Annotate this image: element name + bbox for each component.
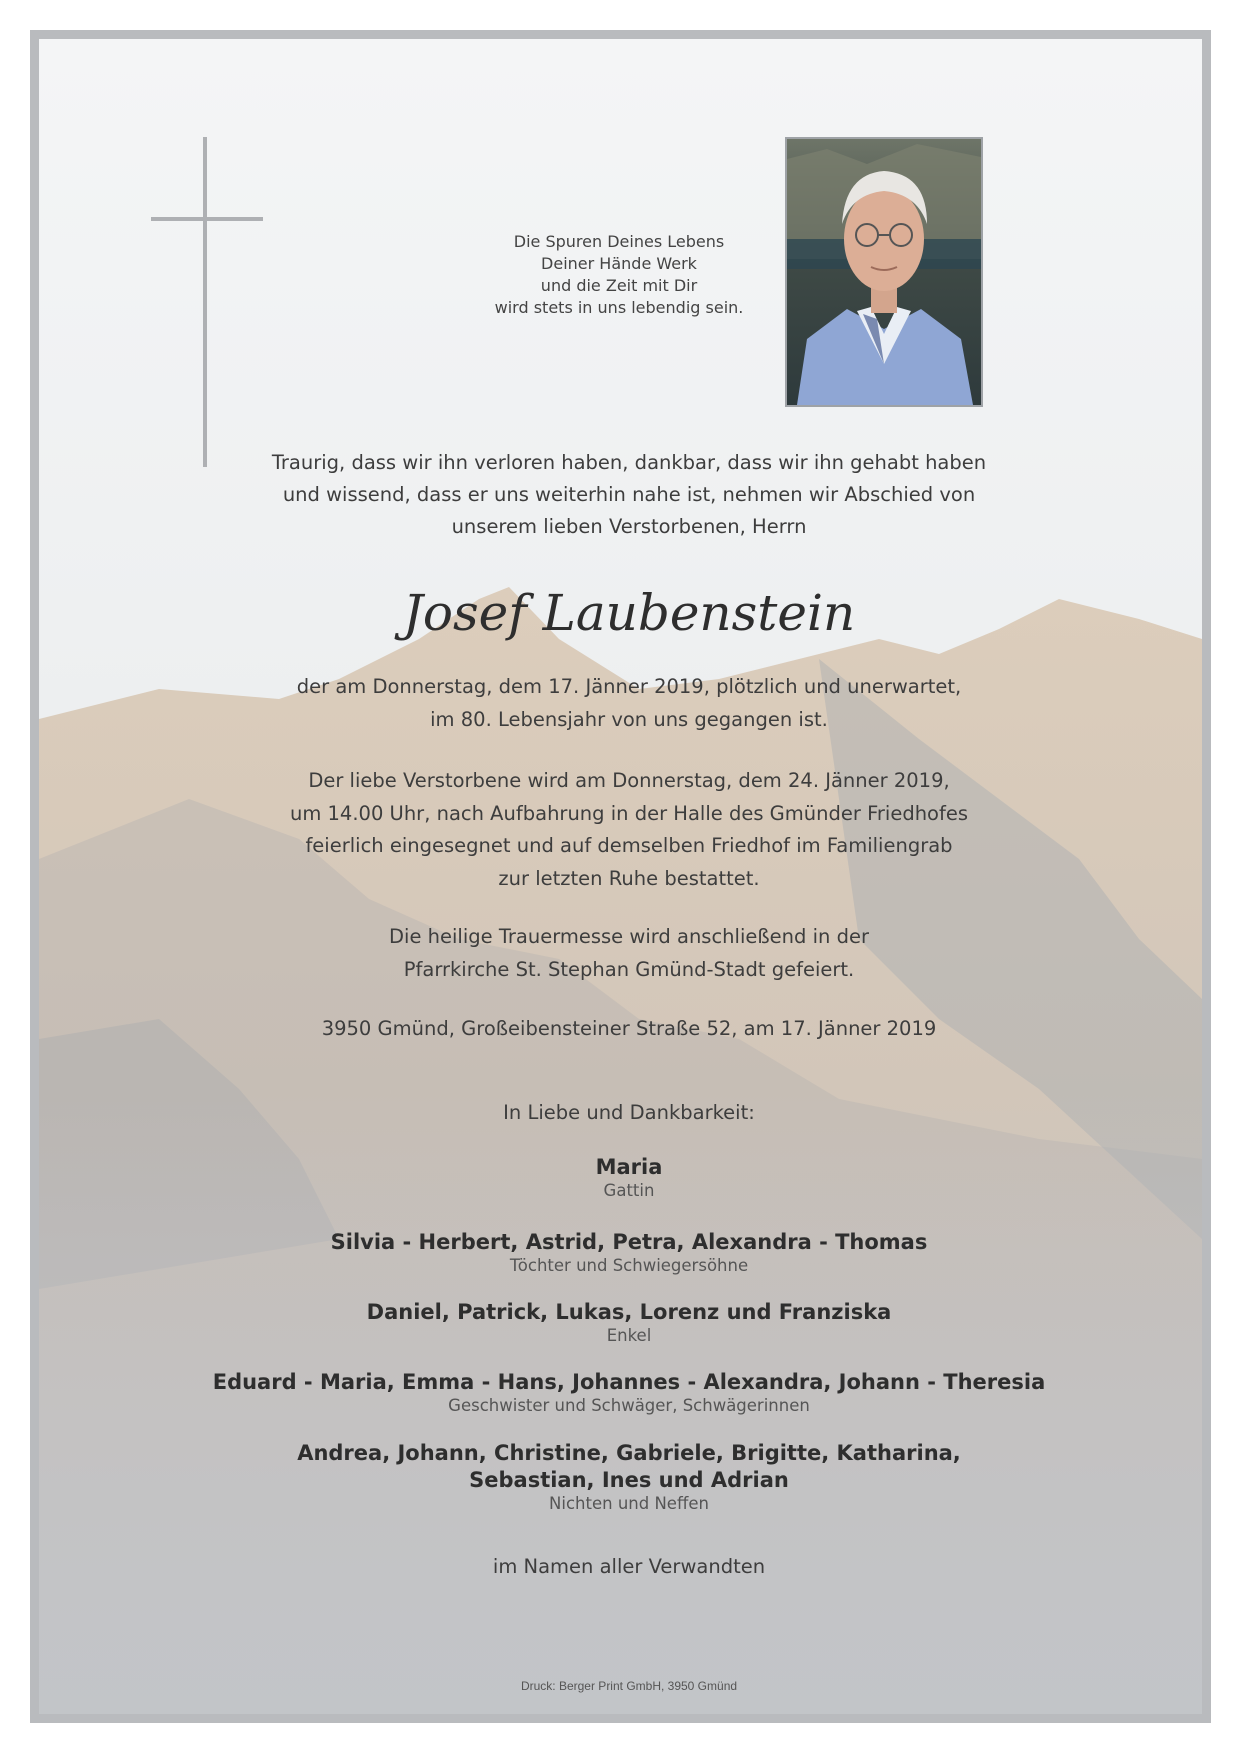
cross-icon-bar xyxy=(151,217,263,221)
funeral-line: Der liebe Verstorbene wird am Donnerstag, dem 24. Jänner 2019, xyxy=(308,769,950,792)
mass-details xyxy=(189,921,1069,986)
death-notice xyxy=(189,671,1069,736)
intro-line: Traurig, dass wir ihn verloren haben, dankbar, dass wir ihn gehabt haben xyxy=(271,451,987,474)
print-note: Druck: Berger Print GmbH, 3950 Gmünd xyxy=(520,1679,738,1693)
family-group-role: Geschwister und Schwäger, Schwägerinnen xyxy=(448,1396,810,1415)
mass-line: Pfarrkirche St. Stephan Gmünd-Stadt gefeiert. xyxy=(403,957,855,981)
family-group-names: Andrea, Johann, Christine, Gabriele, Brigitte, Katharina, xyxy=(297,1441,961,1465)
mass-line: Die heilige Trauermesse wird anschließend in der xyxy=(389,925,869,948)
quote-line: und die Zeit mit Dir xyxy=(540,276,698,295)
deceased-name: Josef Laubenstein xyxy=(402,584,856,642)
parte-frame xyxy=(30,30,1211,1723)
closing-line: im Namen aller Verwandten xyxy=(492,1555,766,1578)
cross-icon xyxy=(203,137,207,467)
quote-line: Deiner Hände Werk xyxy=(541,254,697,273)
portrait-photo xyxy=(785,137,983,407)
family-group-names: Maria xyxy=(595,1155,663,1179)
family-group-names: Daniel, Patrick, Lukas, Lorenz und Franziska xyxy=(366,1300,892,1324)
family-group-role: Töchter und Schwiegersöhne xyxy=(509,1256,749,1275)
family-group-role: Enkel xyxy=(606,1326,652,1345)
quote-line: wird stets in uns lebendig sein. xyxy=(494,298,744,317)
death-line: der am Donnerstag, dem 17. Jänner 2019, plötzlich und unerwartet, xyxy=(296,675,962,698)
funeral-line: feierlich eingesegnet und auf demselben Friedhof im Familiengrab xyxy=(305,834,953,857)
funeral-line: zur letzten Ruhe bestattet. xyxy=(498,866,760,890)
funeral-line: um 14.00 Uhr, nach Aufbahrung in der Halle des Gmünder Friedhofes xyxy=(289,801,969,825)
family-group-names: Sebastian, Ines und Adrian xyxy=(469,1468,789,1492)
intro-line: unserem lieben Verstorbenen, Herrn xyxy=(451,515,807,538)
family-group-names: Eduard - Maria, Emma - Hans, Johannes - Alexandra, Johann - Theresia xyxy=(212,1370,1046,1394)
family-group-role: Gattin xyxy=(603,1181,655,1200)
place-date: 3950 Gmünd, Großeibensteiner Straße 52, am 17. Jänner 2019 xyxy=(321,1017,937,1040)
family-group-names: Silvia - Herbert, Astrid, Petra, Alexandra - Thomas xyxy=(330,1230,928,1254)
intro-text xyxy=(189,447,1069,543)
death-line: im 80. Lebensjahr von uns gegangen ist. xyxy=(430,707,828,731)
memorial-quote xyxy=(469,231,769,319)
closing-intro: In Liebe und Dankbarkeit: xyxy=(503,1101,755,1124)
quote-line: Die Spuren Deines Lebens xyxy=(513,232,725,251)
family-group-role: Nichten und Neffen xyxy=(549,1494,709,1513)
funeral-details xyxy=(189,765,1069,895)
intro-line: und wissend, dass er uns weiterhin nahe ist, nehmen wir Abschied von xyxy=(282,483,976,506)
